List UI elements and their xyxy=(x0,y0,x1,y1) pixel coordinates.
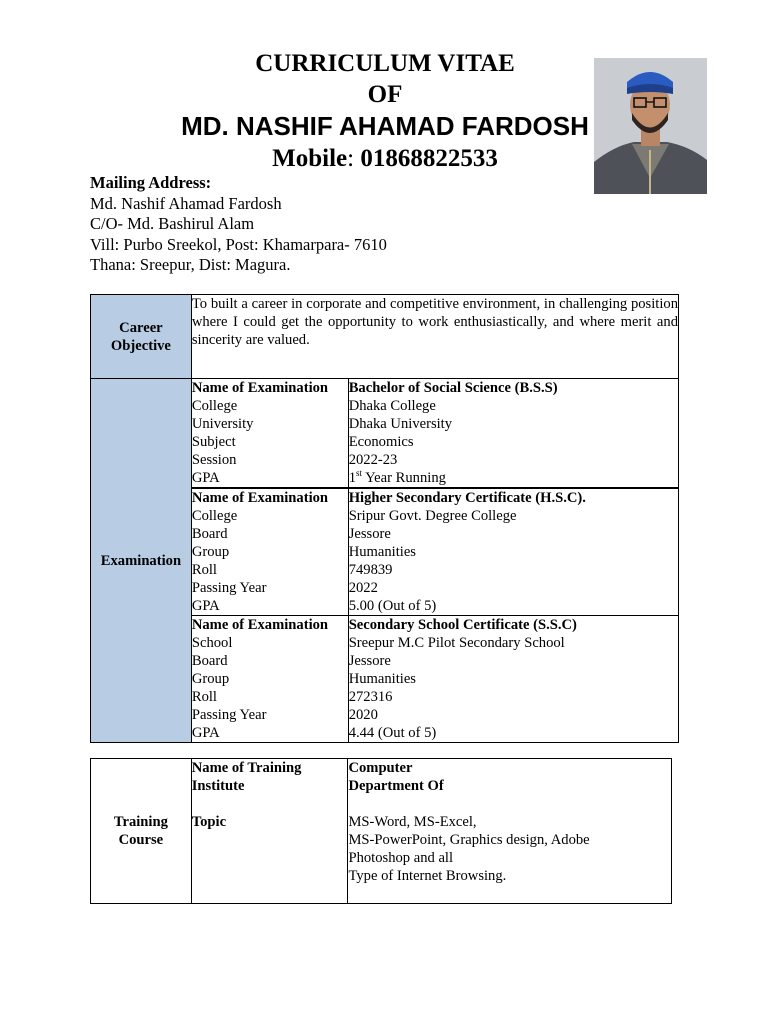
exam-key: College xyxy=(191,398,238,414)
cv-heading: CURRICULUM VITAE xyxy=(255,50,515,77)
mobile-line xyxy=(150,142,620,176)
training-topic-line: MS-Word, MS-Excel, xyxy=(348,814,477,830)
exam-value: Secondary School Certificate (S.S.C) xyxy=(348,617,577,633)
exam-value: Bachelor of Social Science (B.S.S) xyxy=(348,380,558,396)
ssc-keys xyxy=(191,616,348,743)
exam-key: Subject xyxy=(191,434,236,450)
exam-value: Economics xyxy=(348,434,414,450)
exam-value: Dhaka College xyxy=(348,398,436,414)
exam-value: Jessore xyxy=(348,653,391,669)
exam-value-gpa xyxy=(349,469,678,487)
ssc-values xyxy=(348,616,678,743)
cv-title-block xyxy=(150,48,620,176)
cv-main-table xyxy=(90,294,679,743)
exam-key: College xyxy=(191,508,238,524)
profile-photo-illustration xyxy=(594,58,707,194)
exam-value: 2022 xyxy=(348,580,378,596)
training-table xyxy=(90,758,672,904)
training-keys xyxy=(191,759,348,904)
exam-value: Higher Secondary Certificate (H.S.C). xyxy=(348,490,586,506)
cv-heading-of: OF xyxy=(367,81,403,108)
exam-value: 2022-23 xyxy=(348,452,398,468)
exam-value: Jessore xyxy=(348,526,391,542)
exam-key: Session xyxy=(191,452,237,468)
exam-key: GPA xyxy=(191,470,220,486)
training-value: Department Of xyxy=(348,778,444,794)
examination-label: Examination xyxy=(91,379,192,743)
exam-key: Name of Examination xyxy=(191,380,329,396)
career-label-line: Career xyxy=(119,319,163,336)
exam-key: Passing Year xyxy=(191,707,267,723)
exam-key: GPA xyxy=(191,725,220,741)
candidate-name: MD. NASHIF AHAMAD FARDOSH xyxy=(181,111,589,141)
exam-key: Group xyxy=(191,671,230,687)
gpa-year-suffix: st xyxy=(355,468,362,479)
bss-keys xyxy=(191,379,348,489)
mobile-number: 01868822533 xyxy=(354,145,498,172)
exam-value: 4.44 (Out of 5) xyxy=(348,725,437,741)
exam-key: Board xyxy=(191,526,228,542)
training-values xyxy=(348,759,672,904)
mailing-address-heading: Mailing Address: xyxy=(90,173,212,192)
training-key: Name of Training xyxy=(191,760,302,776)
training-value: Computer xyxy=(348,760,413,776)
exam-key: School xyxy=(191,635,233,651)
bss-values xyxy=(348,379,678,489)
hsc-values xyxy=(348,488,678,616)
gpa-year-number: 1 xyxy=(348,470,356,486)
exam-key: Roll xyxy=(191,689,217,705)
mailing-address xyxy=(90,173,387,276)
hsc-keys xyxy=(191,488,348,616)
mobile-colon: : xyxy=(347,145,355,172)
exam-value: Dhaka University xyxy=(348,416,453,432)
training-topic-line: Type of Internet Browsing. xyxy=(348,868,507,884)
profile-photo xyxy=(594,58,707,194)
career-objective-text: To built a career in corporate and competitive environment, in challenging position where I could get the opportunity to work enthusiastically, and where merit and sincerity are valued. xyxy=(191,295,678,379)
exam-value: 2020 xyxy=(348,707,378,723)
mobile-label: Mobile xyxy=(272,145,348,172)
training-key: Institute xyxy=(191,778,245,794)
address-line: Vill: Purbo Sreekol, Post: Khamarpara- 7610 xyxy=(90,234,387,254)
training-course-label xyxy=(91,759,192,904)
training-label-line: Course xyxy=(118,832,164,848)
exam-value: Sreepur M.C Pilot Secondary School xyxy=(348,635,565,651)
exam-value: 272316 xyxy=(348,689,393,705)
exam-key: Name of Examination xyxy=(191,617,329,633)
gpa-year-text: Year Running xyxy=(362,470,446,486)
exam-value: 5.00 (Out of 5) xyxy=(348,598,437,614)
exam-key: University xyxy=(191,416,254,432)
career-label-line: Objective xyxy=(110,337,171,354)
exam-key: Passing Year xyxy=(191,580,267,596)
exam-value: Humanities xyxy=(348,544,416,560)
exam-value: Sripur Govt. Degree College xyxy=(348,508,517,524)
training-label-line: Training xyxy=(113,814,168,830)
training-topic-line: MS-PowerPoint, Graphics design, Adobe xyxy=(348,832,590,848)
exam-key: Name of Examination xyxy=(191,490,329,506)
exam-value: 749839 xyxy=(348,562,393,578)
exam-key: Group xyxy=(191,544,230,560)
exam-key: GPA xyxy=(191,598,220,614)
address-line: Thana: Sreepur, Dist: Magura. xyxy=(90,255,291,275)
exam-key: Board xyxy=(191,653,228,669)
training-row xyxy=(91,759,672,904)
address-line: C/O- Md. Bashirul Alam xyxy=(90,214,255,234)
career-objective-label xyxy=(91,295,192,379)
career-objective-row xyxy=(91,295,679,379)
training-topic-line: Photoshop and all xyxy=(348,850,454,866)
address-line: Md. Nashif Ahamad Fardosh xyxy=(90,193,282,213)
exam-bss-row xyxy=(91,379,679,489)
exam-value: Humanities xyxy=(348,671,416,687)
exam-key: Roll xyxy=(191,562,217,578)
training-topic-key: Topic xyxy=(191,814,227,830)
